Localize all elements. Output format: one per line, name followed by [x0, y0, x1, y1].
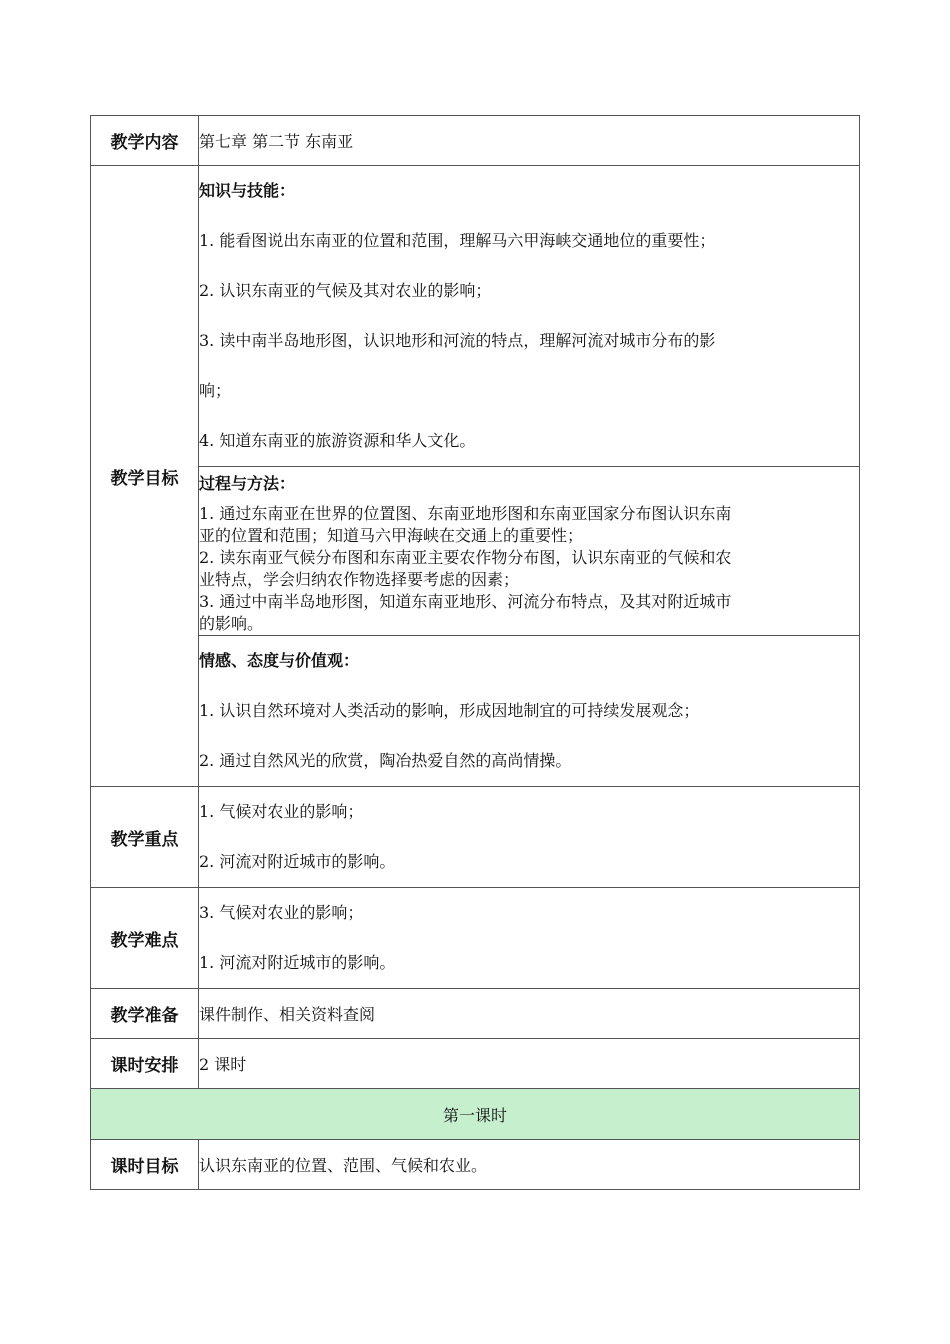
knowledge-item: 4. 知道东南亚的旅游资源和华人文化。	[199, 431, 476, 450]
process-heading: 过程与方法：	[199, 474, 296, 493]
section-title: 第一课时	[91, 1089, 860, 1140]
label-difficulties: 教学难点	[91, 888, 199, 989]
row-objectives-emotion	[91, 636, 860, 787]
process-item: 3. 通过中南半岛地形图，知道东南亚地形、河流分布特点，及其对附近城市	[199, 592, 732, 611]
knowledge-item: 响；	[199, 381, 232, 400]
process-item: 1. 通过东南亚在世界的位置图、东南亚地形图和东南亚国家分布图认识东南	[199, 504, 732, 523]
knowledge-heading: 知识与技能：	[199, 181, 296, 200]
lesson-plan-table	[90, 115, 860, 1190]
row-section-title	[91, 1089, 860, 1140]
value-teaching-content: 第七章 第二节 东南亚	[199, 116, 860, 166]
emotion-heading: 情感、态度与价值观：	[199, 651, 360, 670]
process-item: 业特点，学会归纳农作物选择要考虑的因素；	[199, 570, 520, 589]
process-item: 亚的位置和范围；知道马六甲海峡在交通上的重要性；	[199, 526, 584, 545]
difficulties-cell	[199, 888, 860, 989]
label-key-points: 教学重点	[91, 787, 199, 888]
key-point-item: 2. 河流对附近城市的影响。	[199, 852, 396, 871]
knowledge-item: 3. 读中南半岛地形图，认识地形和河流的特点，理解河流对城市分布的影	[199, 331, 716, 350]
emotion-item: 1. 认识自然环境对人类活动的影响，形成因地制宜的可持续发展观念；	[199, 701, 700, 720]
difficulty-item: 3. 气候对农业的影响；	[199, 903, 364, 922]
row-teaching-content	[91, 116, 860, 166]
process-item: 2. 读东南亚气候分布图和东南亚主要农作物分布图，认识东南亚的气候和农	[199, 548, 732, 567]
row-schedule	[91, 1039, 860, 1089]
objectives-knowledge-cell	[199, 166, 860, 467]
difficulty-item: 1. 河流对附近城市的影响。	[199, 953, 396, 972]
row-objectives-process	[91, 467, 860, 636]
label-teaching-content: 教学内容	[91, 116, 199, 166]
process-item: 的影响。	[199, 614, 264, 633]
key-point-item: 1. 气候对农业的影响；	[199, 802, 364, 821]
emotion-item: 2. 通过自然风光的欣赏，陶冶热爱自然的高尚情操。	[199, 751, 572, 770]
row-lesson-goal	[91, 1140, 860, 1190]
value-preparation: 课件制作、相关资料查阅	[199, 989, 860, 1039]
value-schedule: 2 课时	[199, 1039, 860, 1089]
row-objectives-knowledge	[91, 166, 860, 467]
knowledge-item: 2. 认识东南亚的气候及其对农业的影响；	[199, 281, 492, 300]
key-points-cell	[199, 787, 860, 888]
knowledge-item: 1. 能看图说出东南亚的位置和范围，理解马六甲海峡交通地位的重要性；	[199, 231, 716, 250]
objectives-process-cell	[199, 467, 860, 636]
row-preparation	[91, 989, 860, 1039]
row-difficulties	[91, 888, 860, 989]
label-schedule: 课时安排	[91, 1039, 199, 1089]
label-teaching-objectives: 教学目标	[91, 166, 199, 787]
row-key-points	[91, 787, 860, 888]
value-lesson-goal: 认识东南亚的位置、范围、气候和农业。	[199, 1140, 860, 1190]
label-lesson-goal: 课时目标	[91, 1140, 199, 1190]
label-preparation: 教学准备	[91, 989, 199, 1039]
objectives-emotion-cell	[199, 636, 860, 787]
